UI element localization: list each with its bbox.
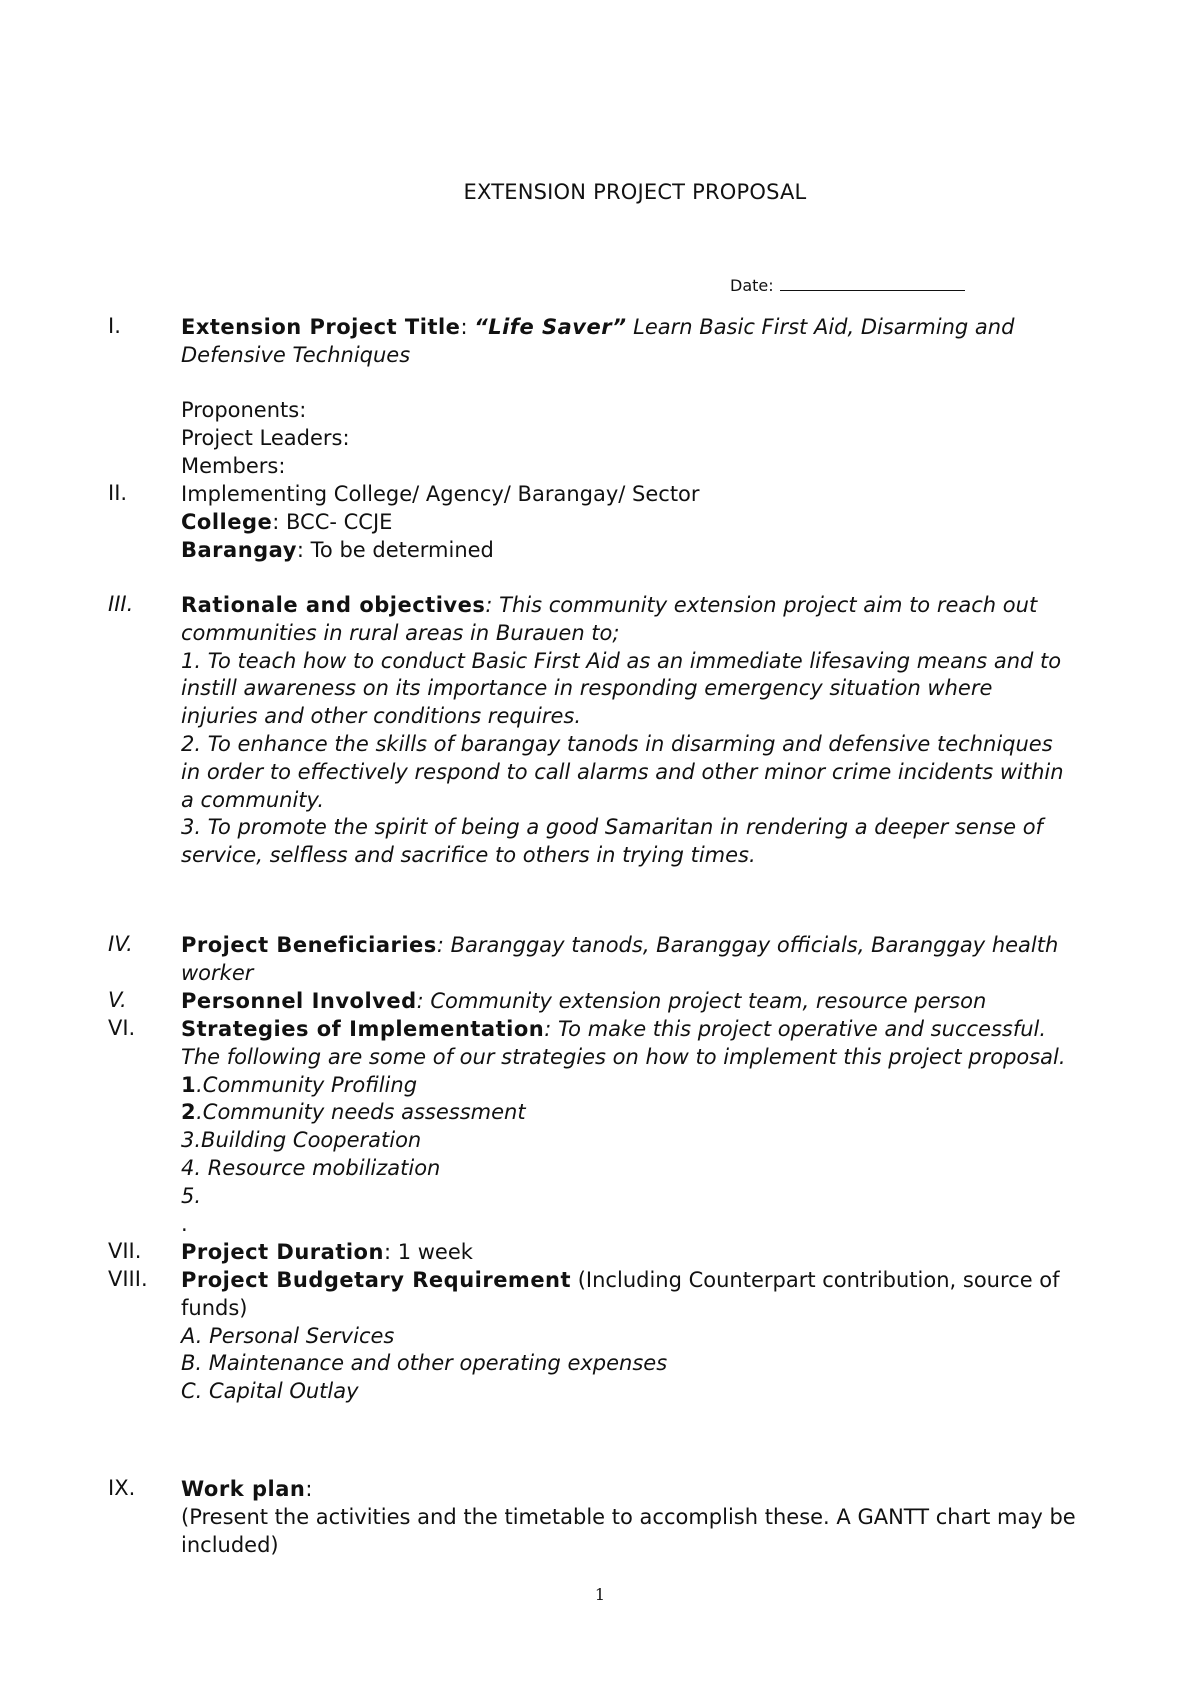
strategy-number: 1 <box>181 1072 197 1097</box>
beneficiaries-text: : Baranggay tanods, Baranggay officials, Baranggay health <box>436 933 1059 957</box>
workplan-note: (Present the activities and the timetable to accomplish these. A GANTT chart may be <box>181 1504 1076 1529</box>
rationale-line: a community. <box>181 787 325 812</box>
budget-item: A. Personal Services <box>181 1323 395 1348</box>
section-number: IV. <box>108 932 133 956</box>
budget-item: B. Maintenance and other operating expenses <box>181 1351 668 1376</box>
project-title-text: Learn Basic First Aid, Disarming and <box>626 315 1015 339</box>
college-label: College <box>181 509 273 534</box>
strategy-number: 2 <box>181 1100 197 1125</box>
section-heading: Personnel Involved <box>181 989 417 1013</box>
document-title: EXTENSION PROJECT PROPOSAL <box>463 180 807 204</box>
section-heading: Project Budgetary Requirement <box>181 1268 572 1292</box>
workplan-note-line2: included) <box>181 1532 279 1557</box>
strategy-item: 4. Resource mobilization <box>181 1155 441 1180</box>
strategy-item: .Community Profiling <box>196 1072 418 1097</box>
budget-note-line2: funds) <box>181 1295 248 1320</box>
barangay-label: Barangay <box>181 537 297 562</box>
section-number: IX. <box>108 1476 136 1500</box>
rationale-line: 1. To teach how to conduct Basic First Aid as an immediate lifesaving means and to <box>181 648 1062 673</box>
rationale-line: in order to effectively respond to call alarms and other minor crime incidents within <box>181 759 1064 784</box>
strategy-item: 5. <box>181 1183 202 1208</box>
college-value: : BCC- CCJE <box>272 509 393 534</box>
barangay-value: : To be determined <box>296 537 494 562</box>
strategy-trailing-dot: . <box>181 1211 188 1236</box>
section-number: II. <box>108 481 128 505</box>
rationale-line: injuries and other conditions requires. <box>181 704 582 729</box>
personnel-text: : Community extension project team, resource person <box>416 989 987 1013</box>
date-label: Date: <box>730 276 774 295</box>
budget-item: C. Capital Outlay <box>181 1379 359 1404</box>
section-heading: Extension Project Title <box>181 315 461 339</box>
project-leaders-label: Project Leaders: <box>181 426 350 451</box>
strategy-item: 3.Building Cooperation <box>181 1128 422 1153</box>
rationale-line: instill awareness on its importance in responding emergency situation where <box>181 676 993 701</box>
duration-value: : 1 week <box>383 1240 473 1264</box>
rationale-line: communities in rural areas in Burauen to; <box>181 620 620 645</box>
rationale-line: 3. To promote the spirit of being a good Samaritan in rendering a deeper sense of <box>181 815 1043 840</box>
section-number: VI. <box>108 1016 136 1040</box>
section-heading: Project Duration <box>181 1240 384 1264</box>
beneficiaries-line2: worker <box>181 960 254 985</box>
section-heading: Strategies of Implementation <box>181 1017 545 1041</box>
section-number: VIII. <box>108 1267 148 1291</box>
budget-note: (Including Counterpart contribution, source of <box>571 1268 1060 1292</box>
proponents-label: Proponents: <box>181 398 307 423</box>
section-number: V. <box>108 988 127 1012</box>
section-heading: Implementing College/ Agency/ Barangay/ Sector <box>181 482 700 506</box>
rationale-intro: : This community extension project aim to reach out <box>485 593 1038 617</box>
strategy-item: .Community needs assessment <box>196 1100 526 1125</box>
heading-colon: : <box>305 1477 313 1501</box>
section-heading: Rationale and objectives <box>181 593 486 617</box>
project-title-quote: “Life Saver” <box>474 315 627 339</box>
project-title-line2: Defensive Techniques <box>181 342 411 367</box>
strategies-line2: The following are some of our strategies on how to implement this project proposal. <box>181 1044 1066 1069</box>
section-heading: Project Beneficiaries <box>181 933 437 957</box>
date-blank-line[interactable] <box>780 276 965 291</box>
date-field <box>730 276 965 295</box>
heading-colon: : <box>460 315 468 339</box>
members-label: Members: <box>181 453 286 478</box>
section-number: VII. <box>108 1239 142 1263</box>
section-number: III. <box>108 592 134 616</box>
rationale-line: 2. To enhance the skills of barangay tanods in disarming and defensive techniques <box>181 731 1053 756</box>
page-number: 1 <box>594 1585 606 1604</box>
strategies-intro: : To make this project operative and successful. <box>544 1017 1047 1041</box>
rationale-line: service, selfless and sacrifice to others in trying times. <box>181 843 756 868</box>
section-heading: Work plan <box>181 1477 306 1501</box>
section-number: I. <box>108 314 121 338</box>
